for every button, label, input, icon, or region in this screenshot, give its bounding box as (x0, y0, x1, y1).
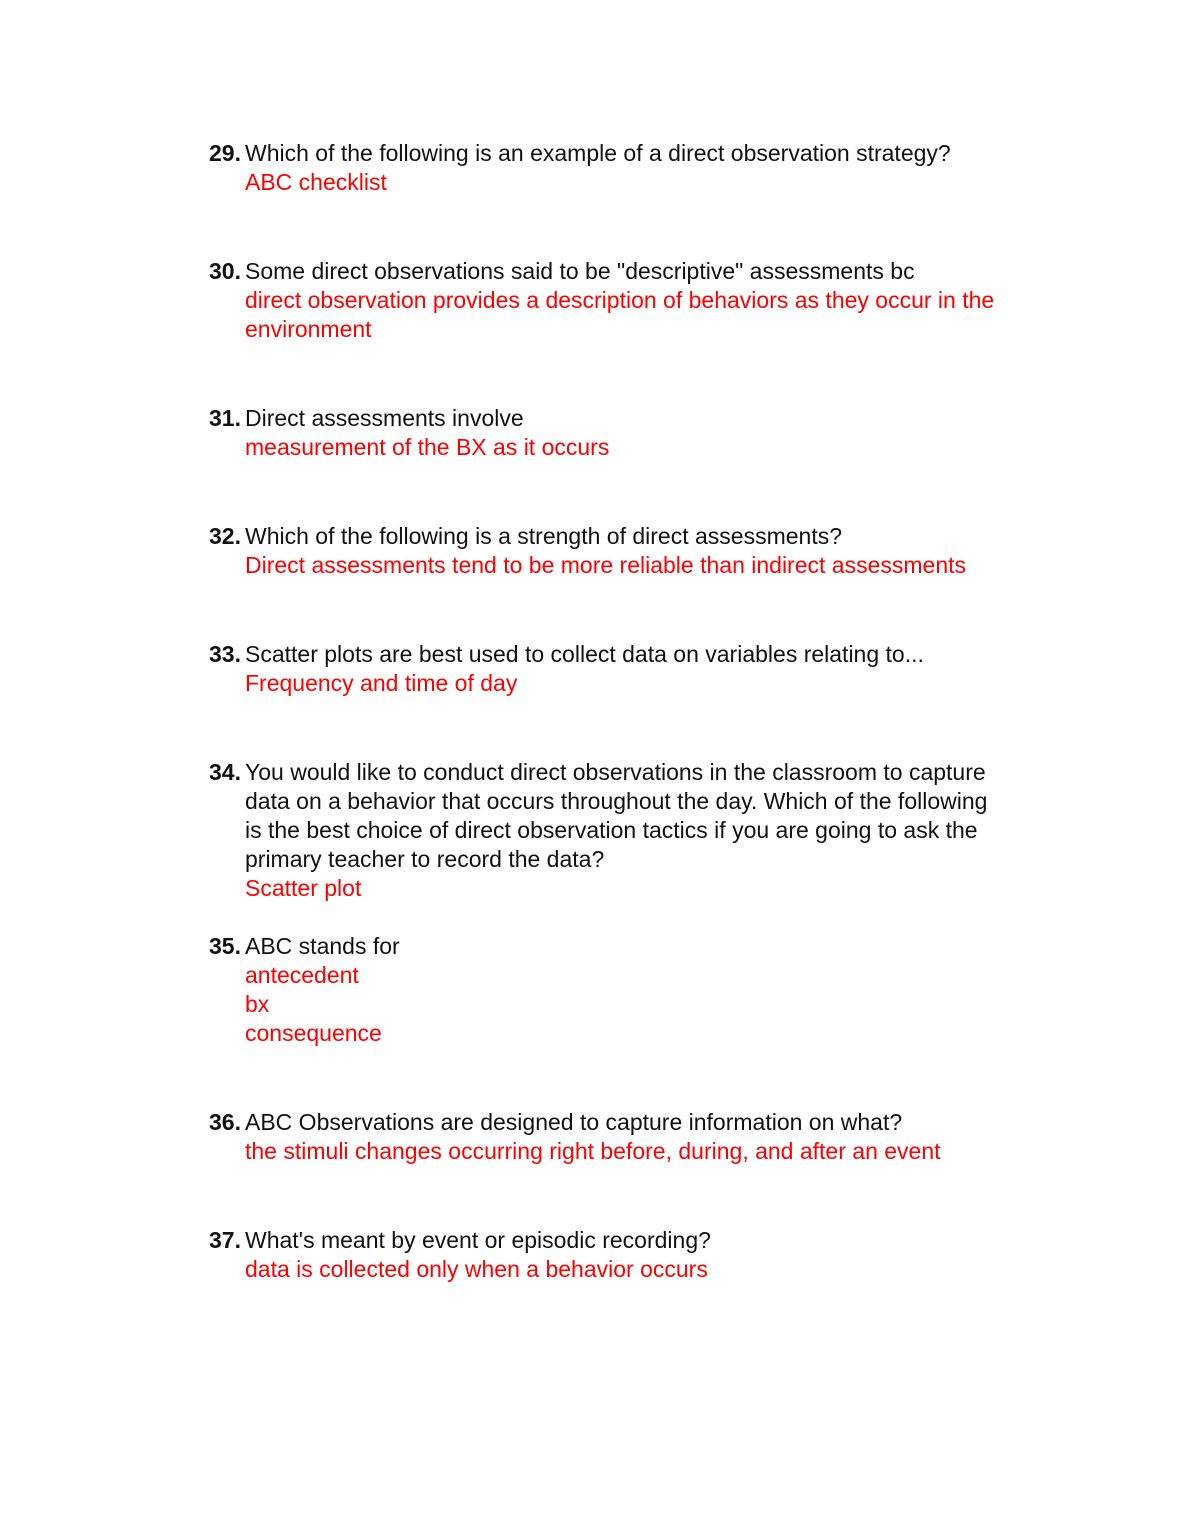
question-number: 31. (209, 405, 241, 431)
question-number: 30. (209, 258, 241, 284)
question-text: Which of the following is a strength of direct assessments? (245, 523, 843, 549)
question-item-30 (209, 257, 1009, 344)
answer-text: antecedent (245, 962, 359, 988)
question-item-36 (209, 1108, 1009, 1166)
question-text: Scatter plots are best used to collect data on variables relating to... (245, 641, 924, 667)
question-number: 32. (209, 523, 241, 549)
question-text: Some direct observations said to be "descriptive" assessments bc (245, 258, 915, 284)
question-number: 35. (209, 933, 241, 959)
question-number: 33. (209, 641, 241, 667)
answer-text: data is collected only when a behavior occurs (245, 1256, 708, 1282)
answer-text: measurement of the BX as it occurs (245, 434, 610, 460)
answer-text: ABC checklist (245, 169, 387, 195)
question-item-35 (209, 932, 1009, 1048)
question-item-32 (209, 522, 1009, 580)
question-item-31 (209, 404, 1009, 462)
question-number: 29. (209, 140, 241, 166)
question-number: 34. (209, 759, 241, 785)
question-item-29 (209, 139, 1009, 197)
answer-text: Frequency and time of day (245, 670, 518, 696)
question-number: 37. (209, 1227, 241, 1253)
question-text: ABC Observations are designed to capture information on what? (245, 1109, 903, 1135)
answer-text: the stimuli changes occurring right before, during, and after an event (245, 1138, 941, 1164)
question-item-33 (209, 640, 1009, 698)
question-text: Which of the following is an example of a direct observation strategy? (245, 140, 951, 166)
answer-text: bx (245, 991, 270, 1017)
question-item-34 (209, 758, 1009, 903)
question-text: You would like to conduct direct observations in the classroom to capture data on a behavior that occurs throughout the day. Which of the following is the best choice of direct observation tactics if you are going to ask the primary teacher to record the data? (245, 759, 988, 872)
question-number: 36. (209, 1109, 241, 1135)
answer-text: Direct assessments tend to be more reliable than indirect assessments (245, 552, 966, 578)
question-item-37 (209, 1226, 1009, 1284)
question-text: Direct assessments involve (245, 405, 524, 431)
answer-text: Scatter plot (245, 875, 362, 901)
answer-text: direct observation provides a description of behaviors as they occur in the environment (245, 287, 995, 342)
question-text: ABC stands for (245, 933, 400, 959)
answer-text: consequence (245, 1020, 382, 1046)
question-text: What's meant by event or episodic recording? (245, 1227, 711, 1253)
